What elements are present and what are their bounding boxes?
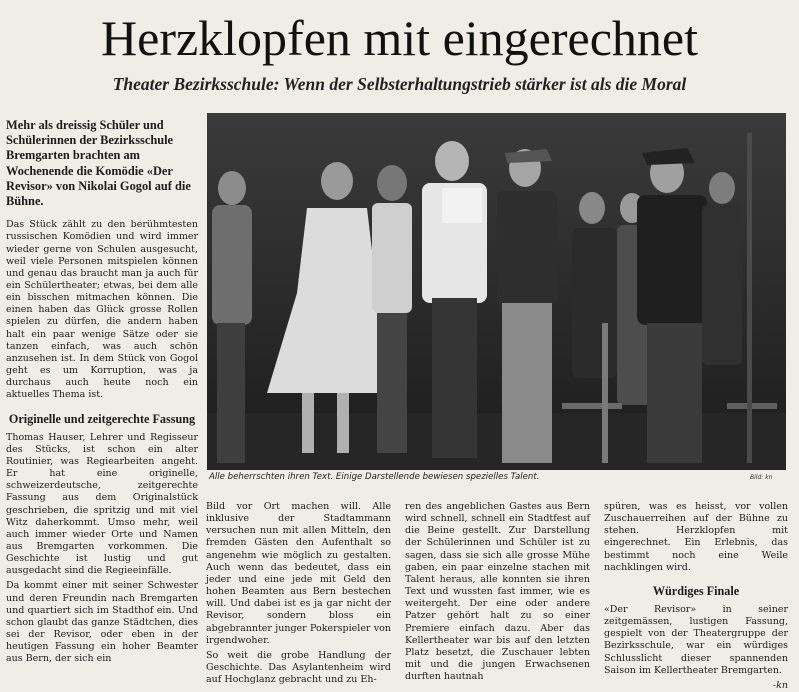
subtitle: Theater Bezirksschule: Wenn der Selbsterhaltungstrieb stärker ist als die Moral xyxy=(112,74,687,94)
subheading-originelle: Originelle und zeitgerechte Fassung xyxy=(8,411,196,426)
column-2 xyxy=(206,501,391,686)
theater-photo-image xyxy=(207,113,786,470)
body-paragraph: Da kommt einer mit seiner Schwester und deren Freundin nach Bremgarten und quartiert sich im Stadthof ein. Und schon glaubt das ganze Städtchen, dies sei der Revisor, oder eben in der heutigen Fassung ein hoher Beamter aus Bern, der sich ein xyxy=(6,580,198,665)
body-paragraph: ren des angeblichen Gastes aus Bern wird schnell, schnell ein Stadtfest auf die Beine gestellt. Zur Darstellung der Schülerinnen und Schüler ist zu sagen, dass sie sich alle grosse Mühe gaben, ein paar einzelne stachen mit Talent heraus, alle konnten sie ihren Text und wussten fast immer, wie es weitergeht. Der eine oder andere Patzer gehört halt zu so einer Premiere einfach dazu. Aber das Kellertheater war bis auf den letzten Platz besetzt, die Zuschauer lebten mit und die jungen Erwachsenen durften hautnah xyxy=(405,501,590,683)
body-paragraph: Thomas Hauser, Lehrer und Regisseur des Stücks, ist schon ein alter Routinier, was Regiearbeiten angeht. Er hat eine originelle, schweizerdeutsche, zeitgerechte Fassung aus dem Originalstück geschrieben, die spritzig und mit viel Witz daherkommt. Umso mehr, weil auch immer wieder Orte und Namen aus Bremgarten vorkommen. Die Geschichte ist lustig und gut ausgedacht sind die Regieeinfälle. xyxy=(6,431,198,577)
photo-credit: Bild: kn xyxy=(750,474,773,481)
body-paragraph: spüren, was es heisst, vor vollen Zuschauerreihen auf der Bühne zu stehen. Herzklopfen mit eingerechnet. Ein Erlebnis, das bestimmt noch eine Weile nachklingen wird. xyxy=(604,501,788,573)
lead-paragraph: Mehr als dreissig Schüler und Schülerinnen der Bezirksschule Bremgarten brachten am Wochenende die Komödie «Der Revisor» von Nikolai Gogol auf die Bühne. xyxy=(6,118,191,209)
column-1 xyxy=(6,118,198,666)
subheading-finale: Würdiges Finale xyxy=(652,583,740,598)
body-paragraph: Bild vor Ort machen will. Alle inklusive der Stadtammann versuchen nun mit allen Mitteln, den fremden Gästen den Aufenthalt so angenehm wie möglich zu gestalten. Auch wenn das bedeutet, dass ein jeder und eine jede mit Geld den hohen Beamten aus Bern bestechen will. Und dabei ist es ja gar nicht der Revisor, sondern bloss ein abgebrannter junger Pokerspieler von irgendwoher. xyxy=(206,501,391,646)
body-paragraph: Das Stück zählt zu den berühmtesten russischen Komödien und wird immer wieder gerne von Schulen ausgesucht, weil viele Personen mitspielen können und genau das braucht man ja auch für ein Schülertheater; etwas, bei dem alle ein bisschen mitmachen können. Die einen haben das Glück grosse Rollen spielen zu dürfen, die andern haben halt ein paar wenige Sätze oder sie tanzen einfach, was auch schön anzusehen ist. In dem Stück von Gogol geht es um Korruption, was ja durchaus auch heute noch ein aktuelles Thema ist. xyxy=(6,219,198,401)
theater-photo xyxy=(207,113,786,470)
photo-caption: Alle beherrschten ihren Text. Einige Darstellende bewiesen spezielles Talent. xyxy=(209,472,540,482)
column-3 xyxy=(405,501,590,683)
column-4 xyxy=(604,501,788,692)
headline: Herzklopfen mit eingerechnet xyxy=(101,10,698,66)
author-signature: -kn xyxy=(772,679,788,691)
body-paragraph: «Der Revisor» in seiner zeitgemässen, lustigen Fassung, gespielt von der Theatergruppe der Bezirksschule, war ein würdiges Schlusslicht dieser spannenden Saison im Kellertheater Bremgarten. xyxy=(604,603,788,676)
body-paragraph: So weit die grobe Handlung der Geschichte. Das Asylantenheim wird auf Hochglanz gebracht und zu Eh- xyxy=(206,649,391,686)
